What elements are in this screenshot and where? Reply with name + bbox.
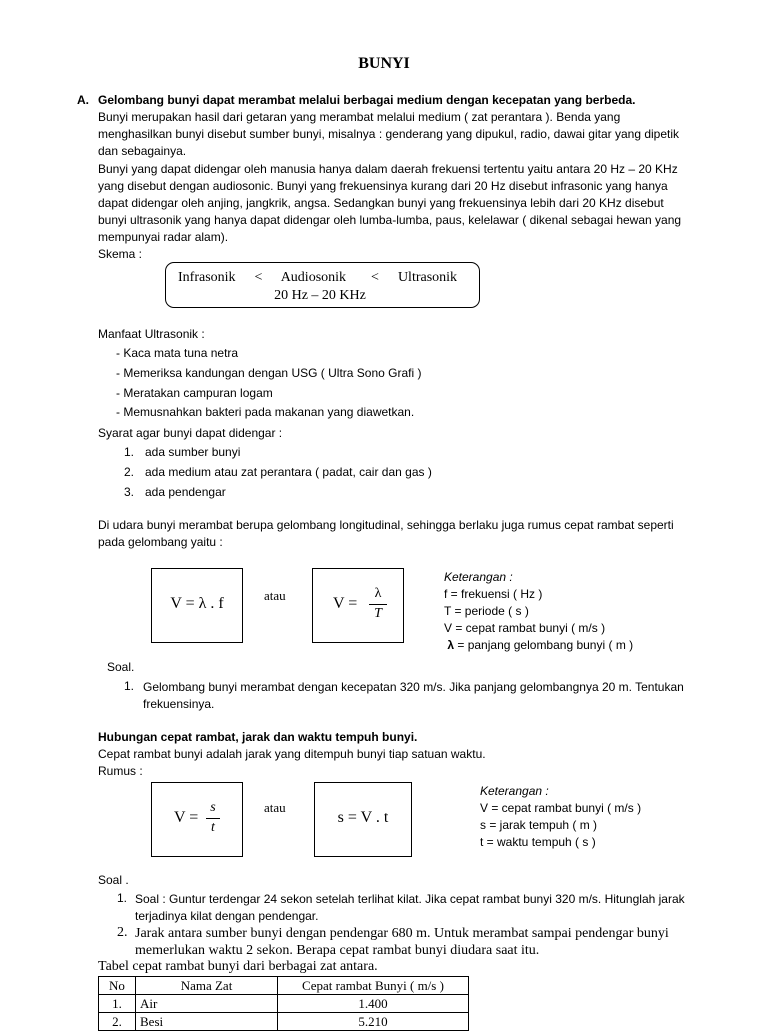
table-row — [99, 995, 469, 1013]
fraction-denominator: t — [211, 820, 215, 835]
table-cell: Besi — [136, 1013, 278, 1031]
text-line: menghasilkan bunyi disebut sumber bunyi, misalnya : genderang yang dipukul, radio, dawai gitar yang dipetik — [98, 127, 680, 141]
keterangan-title: Keterangan : — [480, 784, 549, 798]
formula-box — [314, 782, 412, 857]
text-line: Bunyi merupakan hasil dari getaran yang merambat melalui medium ( zat perantara ). Benda yang — [98, 110, 621, 124]
section-heading: Gelombang bunyi dapat merambat melalui berbagai medium dengan kecepatan yang berbeda. — [98, 93, 636, 107]
table-caption: Tabel cepat rambat bunyi dari berbagai zat antara. — [98, 959, 378, 974]
text-line: bunyi ultrasonik yang hanya dapat didengar oleh lumba-lumba, paus, kelelawar ( dikenal sebagai hewan yang — [98, 213, 682, 227]
frequency-paragraph — [98, 161, 708, 246]
speed-table — [98, 976, 469, 1031]
keterangan-item: V = cepat rambat bunyi ( m/s ) — [444, 621, 606, 635]
page-title: BUNYI — [358, 55, 410, 72]
skema-spectrum — [178, 270, 457, 286]
skema-ultrasonik: Ultrasonik — [397, 270, 458, 285]
text-line: dapat didengar oleh anjing, jangkrik, angsa. Sedangkan bunyi yang frekuensinya lebih dari 20 KHz disebut — [98, 196, 664, 210]
manfaat-heading: Manfaat Ultrasonik : — [98, 327, 205, 341]
list-number: 1. — [124, 445, 135, 459]
list-item: - Kaca mata tuna netra — [116, 346, 239, 360]
table-cell: 1.400 — [278, 995, 469, 1013]
table-row — [99, 1013, 469, 1031]
keterangan-item: V = cepat rambat bunyi ( m/s ) — [480, 801, 642, 815]
soal-label: Soal . — [98, 873, 129, 887]
text-line: Jarak antara sumber bunyi dengan pendengar 680 m. Untuk merambat sampai pendengar bunyi — [135, 926, 669, 941]
fraction-bar — [206, 818, 220, 819]
fraction-denominator: T — [374, 606, 382, 621]
text-line: terjadinya kilat dengan pendengar. — [135, 909, 319, 923]
text-line: memerlukan waktu 2 sekon. Berapa cepat rambat bunyi diudara saat itu. — [135, 943, 540, 958]
keterangan-item: s = jarak tempuh ( m ) — [480, 818, 598, 832]
hubungan-description: Cepat rambat bunyi adalah jarak yang ditempuh bunyi tiap satuan waktu. — [98, 747, 486, 761]
keterangan-item: T = periode ( s ) — [444, 604, 529, 618]
list-item: ada sumber bunyi — [145, 445, 241, 459]
text-line: Bunyi yang dapat didengar oleh manusia hanya dalam daerah frekuensi tertentu yaitu antara 20 Hz – 20 KHz — [98, 162, 678, 176]
lambda-symbol: λ — [447, 638, 455, 652]
skema-audiosonik: Audiosonik — [280, 270, 347, 285]
text-line: frekuensinya. — [143, 697, 215, 711]
table-cell: 1. — [99, 995, 136, 1013]
hubungan-heading: Hubungan cepat rambat, jarak dan waktu tempuh bunyi. — [98, 730, 418, 744]
list-number: 3. — [124, 485, 135, 499]
table-header-row — [99, 977, 469, 995]
atau-text: atau — [264, 800, 286, 815]
keterangan-item: f = frekuensi ( Hz ) — [444, 587, 543, 601]
text-line: Di udara bunyi merambat berupa gelombang longitudinal, sehingga berlaku juga rumus cepat rambat seperti — [98, 518, 674, 532]
keterangan-title: Keterangan : — [444, 570, 513, 584]
intro-paragraph — [98, 109, 708, 160]
section-letter: A. — [77, 93, 89, 107]
table-header-cell: Cepat rambat Bunyi ( m/s ) — [278, 977, 469, 995]
skema-range: 20 Hz – 20 KHz — [274, 288, 366, 303]
rumus-label: Rumus : — [98, 764, 143, 778]
table-cell: 2. — [99, 1013, 136, 1031]
text-line: yang disebut dengan audiosonic. Bunyi yang frekuensinya kurang dari 20 Hz disebut infrasonic yang hanya — [98, 179, 668, 193]
soal-question — [143, 679, 684, 713]
soal-question — [135, 891, 685, 925]
table-header-cell: Nama Zat — [136, 977, 278, 995]
list-number: 2. — [124, 465, 135, 479]
formula-lhs: V = — [333, 595, 358, 612]
table-header-cell: No — [99, 977, 136, 995]
keterangan-item — [444, 637, 633, 654]
fraction-bar — [369, 604, 387, 605]
list-number: 2. — [117, 925, 128, 940]
formula-box — [151, 568, 243, 643]
keterangan-2 — [480, 783, 641, 851]
longitudinal-paragraph — [98, 517, 708, 551]
formula-box — [151, 782, 243, 857]
table-cell: Air — [136, 995, 278, 1013]
list-item: ada medium atau zat perantara ( padat, cair dan gas ) — [145, 465, 432, 479]
skema-label: Skema : — [98, 247, 143, 261]
list-item: - Memeriksa kandungan dengan USG ( Ultra Sono Grafi ) — [116, 366, 422, 380]
text-line: mempunyai radar alam). — [98, 230, 229, 244]
text-line: Gelombang bunyi merambat dengan kecepatan 320 m/s. Jika panjang gelombangnya 20 m. Tentukan — [143, 680, 684, 694]
list-item: ada pendengar — [145, 485, 226, 499]
fraction-numerator: s — [210, 800, 216, 815]
skema-infrasonik: Infrasonik — [178, 270, 236, 285]
formula-lhs: V = — [174, 809, 199, 826]
keterangan-1 — [444, 569, 633, 654]
soal-label: Soal. — [107, 660, 135, 674]
skema-less-than: < — [254, 270, 263, 285]
fraction-numerator: λ — [374, 586, 382, 601]
skema-less-than: < — [371, 270, 379, 285]
list-number: 1. — [117, 891, 128, 905]
formula-box — [312, 568, 404, 643]
lambda-description: = panjang gelombang bunyi ( m ) — [454, 638, 634, 652]
list-item: - Memusnahkan bakteri pada makanan yang diawetkan. — [116, 405, 415, 419]
text-line: dan sebagainya. — [98, 144, 187, 158]
text-line: Soal : Guntur terdengar 24 sekon setelah terlihat kilat. Jika cepat rambat bunyi 320 m/s. Hitunglah jarak — [135, 892, 685, 906]
list-item: - Meratakan campuran logam — [116, 386, 273, 400]
formula-s-v-t: s = V . t — [337, 809, 389, 826]
atau-text: atau — [264, 588, 286, 603]
keterangan-item: t = waktu tempuh ( s ) — [480, 835, 596, 849]
syarat-heading: Syarat agar bunyi dapat didengar : — [98, 426, 283, 440]
table-cell: 5.210 — [278, 1013, 469, 1031]
formula-v-lambda-f: V = λ . f — [170, 595, 224, 612]
soal-question — [135, 925, 669, 959]
list-number: 1. — [124, 679, 135, 693]
text-line: pada gelombang yaitu : — [98, 535, 223, 549]
